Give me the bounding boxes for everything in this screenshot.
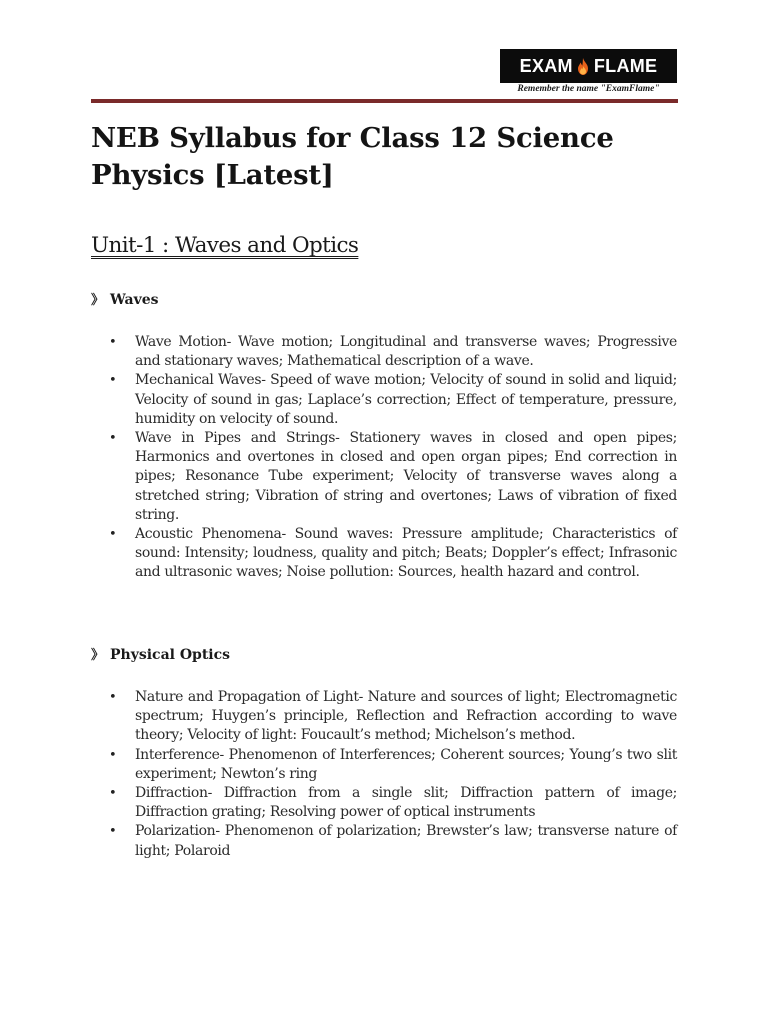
- header-divider: [91, 99, 678, 103]
- bullet-icon: •: [109, 335, 117, 350]
- list-item: [109, 746, 677, 784]
- list-item: [109, 822, 677, 860]
- page-title: NEB Syllabus for Class 12 Science Physics [Latest]: [91, 122, 614, 191]
- list-item-text: Diffraction- Diffraction from a single slit; Diffraction pattern of image; Diffraction grating; Resolving power of optical instruments: [135, 785, 677, 821]
- list-item-text: Nature and Propagation of Light- Nature and sources of light; Electromagnetic spectrum; Huygen’s principle, Reflection and Refraction according to wave theory; Velocity of light: Foucault’s method; Michelson’s method.: [135, 689, 677, 744]
- section-title: Physical Optics: [110, 647, 231, 663]
- logo-text-flame: FLAME: [593, 55, 658, 76]
- logo-text-exam: EXAM: [519, 55, 573, 76]
- list-item: [109, 429, 677, 525]
- section-title: Waves: [110, 292, 159, 308]
- optics-topic-list: [109, 688, 677, 861]
- bullet-icon: •: [109, 373, 117, 389]
- chevron-right-icon: 》: [91, 293, 105, 308]
- list-item-text: Mechanical Waves- Speed of wave motion; Velocity of sound in solid and liquid; Velocity of sound in gas; Laplace’s correction; Effect of temperature, pressure, humidity on velocity of sound.: [135, 372, 677, 427]
- list-item-text: Polarization- Phenomenon of polarization; Brewster’s law; transverse nature of light; Polaroid: [135, 823, 677, 859]
- unit-heading: Unit-1 : Waves and Optics: [91, 233, 359, 258]
- bullet-icon: •: [109, 527, 117, 543]
- waves-topic-list: [109, 333, 677, 583]
- flame-icon: [577, 58, 589, 75]
- list-item: [109, 688, 677, 746]
- bullet-icon: •: [109, 824, 117, 840]
- list-item: [109, 333, 677, 371]
- list-item-text: Acoustic Phenomena- Sound waves: Pressure amplitude; Characteristics of sound: Intensity; loudness, quality and pitch; Beats; Doppler’s effect; Infrasonic and ultrasonic waves; Noise pollution: Sources, health hazard and control.: [135, 526, 677, 581]
- list-item-text: Wave in Pipes and Strings- Stationery waves in closed and open pipes; Harmonics and overtones in closed and open organ pipes; End correction in pipes; Resonance Tube experiment; Velocity of transverse waves along a stretched string; Vibration of string and overtones; Laws of vibration of fixed string.: [135, 430, 677, 523]
- section-heading-waves: [91, 289, 159, 308]
- list-item: [109, 525, 677, 583]
- list-item-text: Wave Motion- Wave motion; Longitudinal and transverse waves; Progressive and stationary waves; Mathematical description of a wave.: [135, 334, 677, 370]
- bullet-icon: •: [109, 786, 117, 802]
- examflame-logo: [500, 49, 677, 83]
- section-heading-physical-optics: [91, 644, 230, 663]
- bullet-icon: •: [109, 747, 117, 763]
- list-item-text: Interference- Phenomenon of Interferences; Coherent sources; Young’s two slit experiment; Newton’s ring: [135, 746, 677, 782]
- list-item: [109, 371, 677, 429]
- chevron-right-icon: 》: [91, 648, 105, 663]
- bullet-icon: •: [109, 431, 117, 447]
- list-item: [109, 784, 677, 822]
- logo-tagline: Remember the name "ExamFlame": [517, 84, 660, 94]
- bullet-icon: •: [109, 690, 117, 705]
